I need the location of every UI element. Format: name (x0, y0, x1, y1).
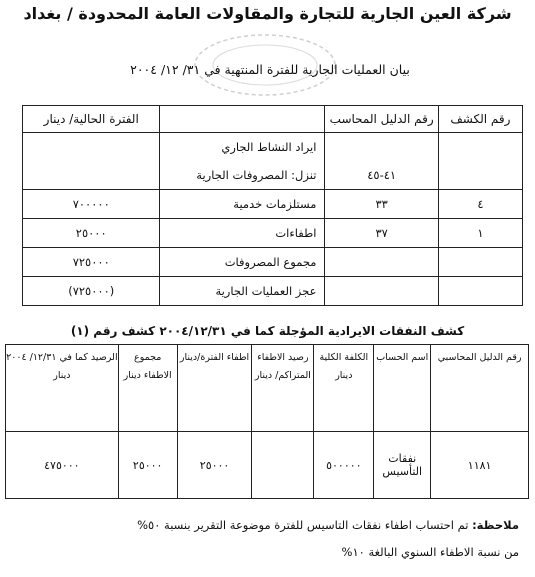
table-row (23, 161, 523, 190)
cell-amount: ٧٢٥٠٠٠ (23, 248, 160, 277)
cell-kashf (438, 248, 522, 277)
schedule-heading: كشف النفقات الايرادية المؤجلة كما في ٢٠٠٤/١٢/٣١ كشف رقم (١) (70, 324, 465, 338)
cell-period-amortization: ٢٥٠٠٠ (177, 432, 252, 499)
cell-amount (23, 161, 160, 190)
cell-dalil (325, 133, 438, 162)
note-label: ملاحظة: (472, 518, 519, 532)
col-header-kashf: رقم الكشف (438, 106, 522, 133)
note-line-1 (19, 512, 519, 539)
cell-total-amortization: ٢٥٠٠٠ (118, 432, 177, 499)
table-header-row (23, 106, 523, 133)
cell-kashf: ١ (438, 219, 522, 248)
cell-dalil: ٤١-٤٥ (325, 161, 438, 190)
cell-dalil: ٣٣ (325, 190, 438, 219)
cell-item: ايراد النشاط الجاري (160, 133, 325, 162)
note-text-1: تم احتساب اطفاء نفقات التاسيس للفترة موضوعة التقرير بنسبة ٥٠% (137, 518, 469, 532)
cell-item: مستلزمات خدمية (160, 190, 325, 219)
note-block (19, 512, 519, 566)
cell-kashf (438, 161, 522, 190)
col-header-accumulated: رصيد الاطفاء المتراكم/ دينار (252, 345, 314, 432)
cell-item: عجز العمليات الجارية (160, 277, 325, 306)
cell-amount (23, 133, 160, 162)
table-row (23, 248, 523, 277)
deferred-expenses-table (5, 344, 529, 499)
table-header-row (6, 345, 529, 432)
cell-dalil (325, 277, 438, 306)
cell-amount: ٧٠٠٠٠٠ (23, 190, 160, 219)
table-row (23, 190, 523, 219)
table-row (23, 219, 523, 248)
cell-balance: ٤٧٥٠٠٠ (6, 432, 119, 499)
cell-item: مجموع المصروفات (160, 248, 325, 277)
cell-accumulated (252, 432, 314, 499)
col-header-balance: الرصيد كما في ١٢/٣١/ ٢٠٠٤ دينار (6, 345, 119, 432)
cell-kashf: ٤ (438, 190, 522, 219)
cell-kashf (438, 133, 522, 162)
cell-item: تنزل: المصروفات الجارية (160, 161, 325, 190)
cell-dalil: ١١٨١ (431, 432, 529, 499)
cell-cost: ٥٠٠٠٠٠ (314, 432, 374, 499)
col-header-dalil: رقم الدليل المحاسب (325, 106, 438, 133)
statement-title: بيان العمليات الجارية للفترة المنتهية في ٣١/ ١٢/ ٢٠٠٤ (130, 62, 410, 77)
cell-account: نفقات التأسيس (374, 432, 431, 499)
cell-kashf (438, 277, 522, 306)
company-title: شركة العين الجارية للتجارة والمقاولات العامة المحدودة / بغداد (23, 4, 512, 23)
col-header-total-amortization: مجموع الاطفاء دينار (118, 345, 177, 432)
col-header-period-amortization: اطفاء الفترة/دينار (177, 345, 252, 432)
cell-amount: (٧٢٥٠٠٠) (23, 277, 160, 306)
col-header-account: اسم الحساب (374, 345, 431, 432)
col-header-dalil: رقم الدليل المحاسبي (431, 345, 529, 432)
cell-amount: ٢٥٠٠٠ (23, 219, 160, 248)
cell-item: اطفاءات (160, 219, 325, 248)
col-header-amount: الفترة الحالية/ دينار (23, 106, 160, 133)
table-row (23, 277, 523, 306)
col-header-item (160, 106, 325, 133)
note-text-2: من نسبة الاطفاء السنوي البالغة ١٠% (341, 545, 519, 559)
col-header-cost: الكلفة الكلية دينار (314, 345, 374, 432)
operations-table (22, 105, 523, 306)
table-row (23, 133, 523, 162)
cell-dalil (325, 248, 438, 277)
table-row (6, 432, 529, 499)
cell-dalil: ٣٧ (325, 219, 438, 248)
